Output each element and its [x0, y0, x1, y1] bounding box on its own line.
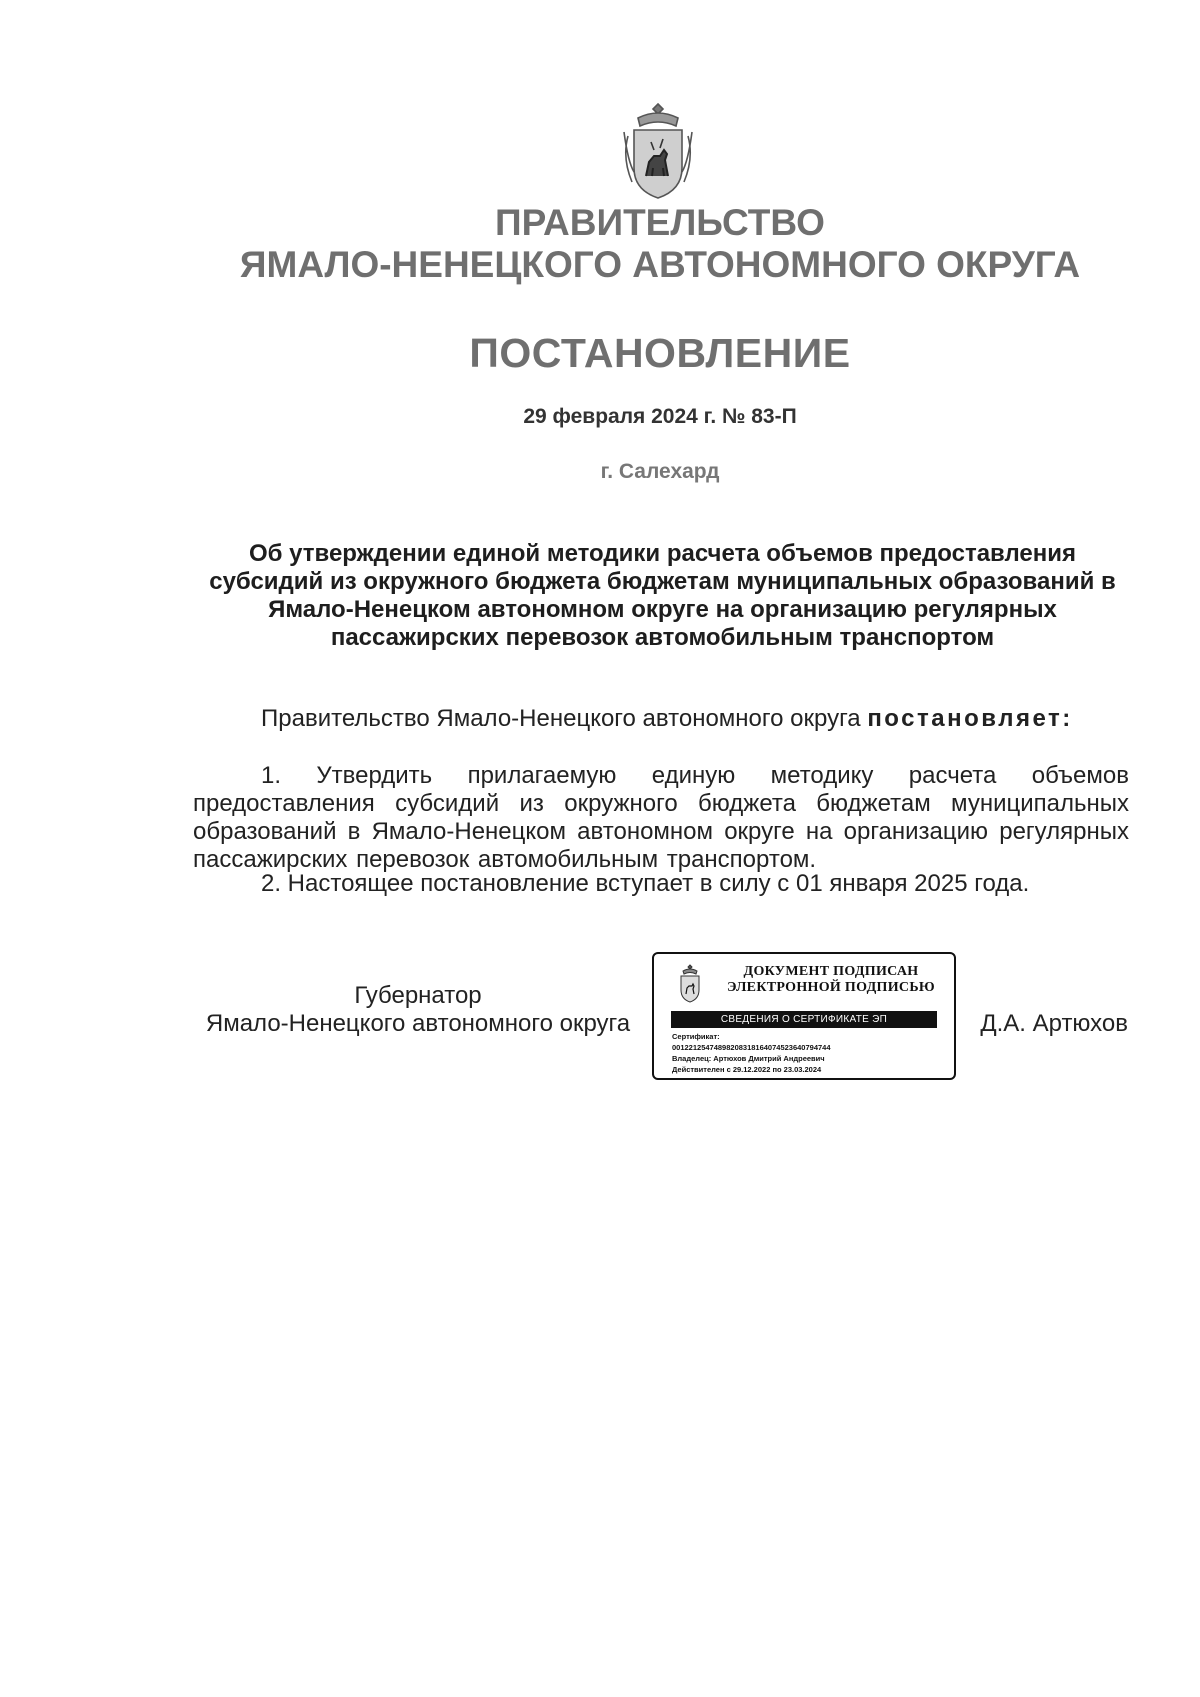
signatory-position [193, 982, 643, 1038]
signatory-position-line2: Ямало-Ненецкого автономного округа [205, 1010, 631, 1037]
coat-of-arms-icon [620, 102, 696, 202]
organization-name-line1: ПРАВИТЕЛЬСТВО [495, 202, 825, 243]
stamp-heading [716, 964, 946, 996]
stamp-owner: Владелец: Артюхов Дмитрий Андреевич [672, 1054, 825, 1063]
preamble-text: Правительство Ямало-Ненецкого автономного округа [261, 705, 868, 732]
signatory-position-line1: Губернатор [354, 982, 482, 1009]
stamp-heading-line2: ЭЛЕКТРОННОЙ ПОДПИСЬЮ [727, 980, 935, 995]
organization-name-line2: ЯМАЛО-НЕНЕЦКОГО АВТОНОМНОГО ОКРУГА [239, 244, 1081, 285]
preamble [193, 705, 1129, 733]
stamp-certificate-bar: СВЕДЕНИЯ О СЕРТИФИКАТЕ ЭП [671, 1011, 937, 1028]
stamp-cert-label: Сертификат: [672, 1032, 720, 1041]
document-title: Об утверждении единой методики расчета объемов предоставления субсидий из окружного бюджета бюджетам муниципальных образований в Ямало-Ненецком автономном округе на организацию регулярных пассажирских перевозок автомобильным транспортом [209, 540, 1116, 651]
stamp-emblem-icon [676, 964, 704, 1004]
stamp-cert-number: 00122125474898208318164074523640794744 [672, 1043, 831, 1052]
preamble-verb: постановляет: [867, 705, 1073, 732]
date-and-number: 29 февраля 2024 г. № 83-П [523, 405, 797, 428]
city: г. Салехард [600, 460, 720, 483]
stamp-validity: Действителен с 29.12.2022 по 23.03.2024 [672, 1065, 822, 1074]
electronic-signature-stamp [652, 952, 956, 1080]
item-2: 2. Настоящее постановление вступает в силу с 01 января 2025 года. [261, 870, 1030, 897]
signatory-name: Д.А. Артюхов [980, 1010, 1128, 1037]
stamp-heading-line1: ДОКУМЕНТ ПОДПИСАН [743, 964, 919, 979]
document-type: ПОСТАНОВЛЕНИЕ [469, 330, 851, 376]
item-1: 1. Утвердить прилагаемую единую методику расчета объемов предоставления субсидий из окружного бюджета бюджетам муниципальных образований в Ямало-Ненецком автономном округе на организацию регулярных пассажирских перевозок автомобильным транспортом. [193, 762, 1129, 873]
stamp-certificate-details [672, 1031, 950, 1075]
